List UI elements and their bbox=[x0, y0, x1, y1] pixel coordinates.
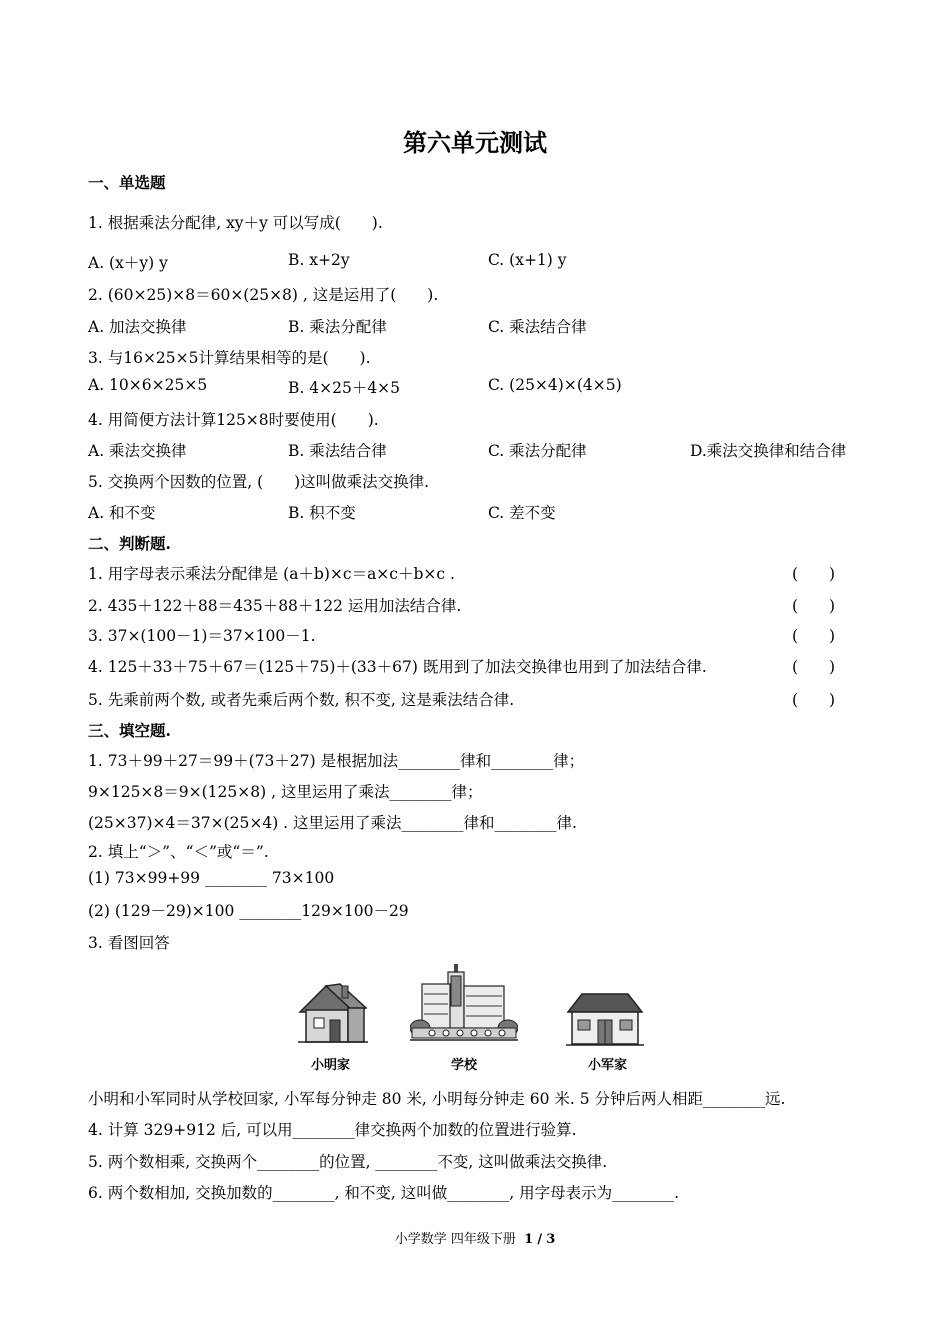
footer-total-pages: 3 bbox=[546, 1232, 556, 1247]
fill-line-5: (1) 73×99+99 ________ 73×100 bbox=[88, 869, 335, 887]
q2-option-a: A. 加法交换律 bbox=[88, 318, 187, 336]
xiaoming-house-label: 小明家 bbox=[311, 1058, 351, 1073]
footer-page-number: 1 bbox=[524, 1232, 534, 1247]
answer-bracket-3: ( ) bbox=[792, 627, 836, 645]
footer-text: 小学数学 四年级下册 bbox=[394, 1232, 516, 1247]
q5-option-b: B. 积不变 bbox=[288, 504, 356, 522]
q2-option-c: C. 乘法结合律 bbox=[488, 318, 587, 336]
xiaoming-house-illustration bbox=[296, 982, 370, 1046]
answer-bracket-4: ( ) bbox=[792, 658, 836, 676]
section-heading-single-choice: 一、单选题 bbox=[88, 173, 166, 192]
fill-line-2: 9×125×8＝9×(125×8) , 这里运用了乘法________律； bbox=[88, 783, 483, 801]
q5-option-c: C. 差不变 bbox=[488, 504, 556, 522]
page-title: 第六单元测试 bbox=[403, 128, 547, 157]
answer-bracket-1: ( ) bbox=[792, 565, 836, 583]
judge-item-4: 4. 125＋33＋75＋67＝(125＋75)＋(33＋67) 既用到了加法交换律也用到了加法结合律. bbox=[88, 658, 707, 676]
fill-line-9: 4. 计算 329+912 后, 可以用________律交换两个加数的位置进行验算. bbox=[88, 1121, 577, 1139]
q3-option-c: C. (25×4)×(4×5) bbox=[488, 376, 622, 394]
q1-option-c: C. (x+1) y bbox=[488, 251, 567, 269]
question-2: 2. (60×25)×8＝60×(25×8) , 这是运用了( ). bbox=[88, 286, 439, 304]
q4-option-a: A. 乘法交换律 bbox=[88, 442, 187, 460]
judge-item-1: 1. 用字母表示乘法分配律是 (a＋b)×c＝a×c＋b×c . bbox=[88, 565, 455, 583]
fill-line-11: 6. 两个数相加, 交换加数的________, 和不变, 这叫做________, 用字母表示为________. bbox=[88, 1184, 680, 1202]
q1-option-a: A. (x＋y) y bbox=[88, 254, 168, 272]
fill-line-4: 2. 填上“＞”、“＜”或“＝”. bbox=[88, 843, 269, 861]
question-1: 1. 根据乘法分配律, xy＋y 可以写成( ). bbox=[88, 214, 383, 232]
school-illustration bbox=[410, 962, 518, 1048]
q3-option-b: B. 4×25＋4×5 bbox=[288, 379, 401, 397]
fill-line-6: (2) (129－29)×100 ________129×100－29 bbox=[88, 902, 409, 920]
page-footer bbox=[0, 1228, 950, 1247]
question-5: 5. 交换两个因数的位置, ( )这叫做乘法交换律. bbox=[88, 473, 430, 491]
fill-line-1: 1. 73＋99＋27＝99＋(73＋27) 是根据加法________律和________律； bbox=[88, 752, 585, 770]
fill-line-8: 小明和小军同时从学校回家, 小军每分钟走 80 米, 小明每分钟走 60 米. 5 分钟后两人相距________远. bbox=[88, 1090, 786, 1108]
answer-bracket-2: ( ) bbox=[792, 597, 836, 615]
judge-item-5: 5. 先乘前两个数, 或者先乘后两个数, 积不变, 这是乘法结合律. bbox=[88, 691, 515, 709]
q2-option-b: B. 乘法分配律 bbox=[288, 318, 387, 336]
q1-option-b: B. x+2y bbox=[288, 251, 350, 269]
footer-separator: / bbox=[537, 1232, 543, 1247]
answer-bracket-5: ( ) bbox=[792, 691, 836, 709]
xiaojun-house-label: 小军家 bbox=[588, 1058, 628, 1073]
fill-line-7: 3. 看图回答 bbox=[88, 934, 170, 952]
judge-item-3: 3. 37×(100－1)＝37×100－1. bbox=[88, 627, 316, 645]
fill-line-10: 5. 两个数相乘, 交换两个________的位置, ________不变, 这叫做乘法交换律. bbox=[88, 1153, 608, 1171]
question-4: 4. 用简便方法计算125×8时要使用( ). bbox=[88, 411, 379, 429]
school-label: 学校 bbox=[451, 1058, 478, 1073]
q4-option-c: C. 乘法分配律 bbox=[488, 442, 587, 460]
section-heading-true-false: 二、判断题. bbox=[88, 534, 171, 553]
section-heading-fill-blank: 三、填空题. bbox=[88, 721, 171, 740]
q5-option-a: A. 和不变 bbox=[88, 504, 156, 522]
q3-option-a: A. 10×6×25×5 bbox=[88, 376, 208, 394]
fill-line-3: (25×37)×4＝37×(25×4) . 这里运用了乘法________律和________律. bbox=[88, 814, 577, 832]
judge-item-2: 2. 435＋122＋88＝435＋88＋122 运用加法结合律. bbox=[88, 597, 462, 615]
q4-option-d: D.乘法交换律和结合律 bbox=[690, 442, 847, 460]
q4-option-b: B. 乘法结合律 bbox=[288, 442, 387, 460]
question-3: 3. 与16×25×5计算结果相等的是( ). bbox=[88, 349, 371, 367]
xiaojun-house-illustration bbox=[566, 990, 644, 1048]
